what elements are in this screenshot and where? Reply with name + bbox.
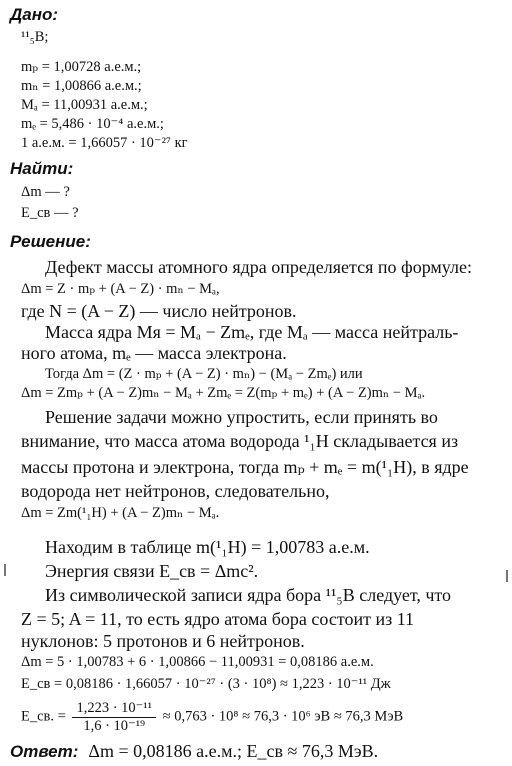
solution-text: водорода нет нейтронов, следовательно,: [21, 481, 330, 501]
solution-text: Энергия связи E_св = Δmc².: [45, 561, 259, 581]
fraction-rhs: ≈ 0,763 · 10⁸ ≈ 76,3 · 10⁶ эВ ≈ 76,3 МэВ: [162, 708, 404, 725]
solution-text: где N = (A − Z) — число нейтронов.: [21, 301, 297, 321]
answer-line: [10, 742, 378, 761]
solution-formula: Тогда Δm = (Z · mₚ + (A − Z) · mₙ) − (Mₐ − Zmₑ) или: [45, 366, 363, 382]
solution-formula: Δm = Zmₚ + (A − Z)mₙ − Mₐ + Zmₑ = Z(mₚ + mₑ) + (A − Z)mₙ − Mₐ.: [21, 385, 426, 401]
given-header: Дано:: [10, 5, 59, 24]
solution-text: Масса ядра Mя = Mₐ − Zmₑ, где Mₐ — масса нейтраль-: [45, 322, 459, 342]
solution-text: Решение задачи можно упростить, если принять во: [45, 407, 438, 427]
solution-formula: Δm = Zm(¹₁H) + (A − Z)mₙ − Mₐ.: [21, 505, 220, 521]
solution-formula: E_св = 0,08186 · 1,66057 · 10⁻²⁷ · (3 · 10⁸) ≈ 1,223 · 10⁻¹¹ Дж: [21, 676, 391, 692]
given-line: mₙ = 1,00866 а.е.м.;: [21, 78, 142, 94]
solution-text: внимание, что масса атома водорода ¹₁H складывается из: [21, 431, 459, 451]
given-nuclide: ¹¹₅B;: [21, 29, 49, 45]
find-line: Δm — ?: [21, 184, 70, 200]
given-line: mₑ = 5,486 · 10⁻⁴ а.е.м.;: [21, 116, 164, 132]
fraction-lhs: E_св. =: [21, 708, 66, 725]
fraction-denominator: 1,6 · 10⁻¹⁹: [83, 717, 146, 734]
solution-text: Z = 5; A = 11, то есть ядро атома бора состоит из 11: [21, 609, 415, 629]
energy-fraction-line: [21, 701, 403, 733]
solution-text: Из символической записи ядра бора ¹¹₅B следует, что: [45, 585, 452, 605]
given-line: mₚ = 1,00728 а.е.м.;: [21, 59, 142, 75]
solution-text: Находим в таблице m(¹₁H) = 1,00783 а.е.м.: [45, 537, 370, 557]
solution-text: ного атома, mₑ — масса электрона.: [21, 343, 287, 363]
given-line: 1 а.е.м. = 1,66057 · 10⁻²⁷ кг: [21, 135, 188, 151]
given-line: Mₐ = 11,00931 а.е.м.;: [21, 97, 148, 113]
fraction-numerator: 1,223 · 10⁻¹¹: [72, 701, 156, 718]
find-header: Найти:: [10, 159, 74, 178]
solution-formula: Δm = Z · mₚ + (A − Z) · mₙ − Mₐ,: [21, 281, 220, 297]
scan-mark: [4, 564, 6, 576]
solution-header: Решение:: [10, 232, 91, 251]
answer-header: Ответ:: [10, 742, 79, 761]
find-line: E_св — ?: [21, 205, 79, 221]
solution-text: Дефект массы атомного ядра определяется по формуле:: [45, 257, 472, 277]
fraction: [72, 701, 156, 733]
answer-text: Δm = 0,08186 а.е.м.; E_св ≈ 76,3 МэВ.: [88, 741, 379, 761]
solution-formula: Δm = 5 · 1,00783 + 6 · 1,00866 − 11,00931 = 0,08186 а.е.м.: [21, 654, 374, 670]
solution-text: массы протона и электрона, тогда mₚ + mₑ = m(¹₁H), в ядре: [21, 457, 469, 477]
solution-text: нуклонов: 5 протонов и 6 нейтронов.: [21, 631, 305, 651]
scan-mark: [506, 570, 508, 582]
